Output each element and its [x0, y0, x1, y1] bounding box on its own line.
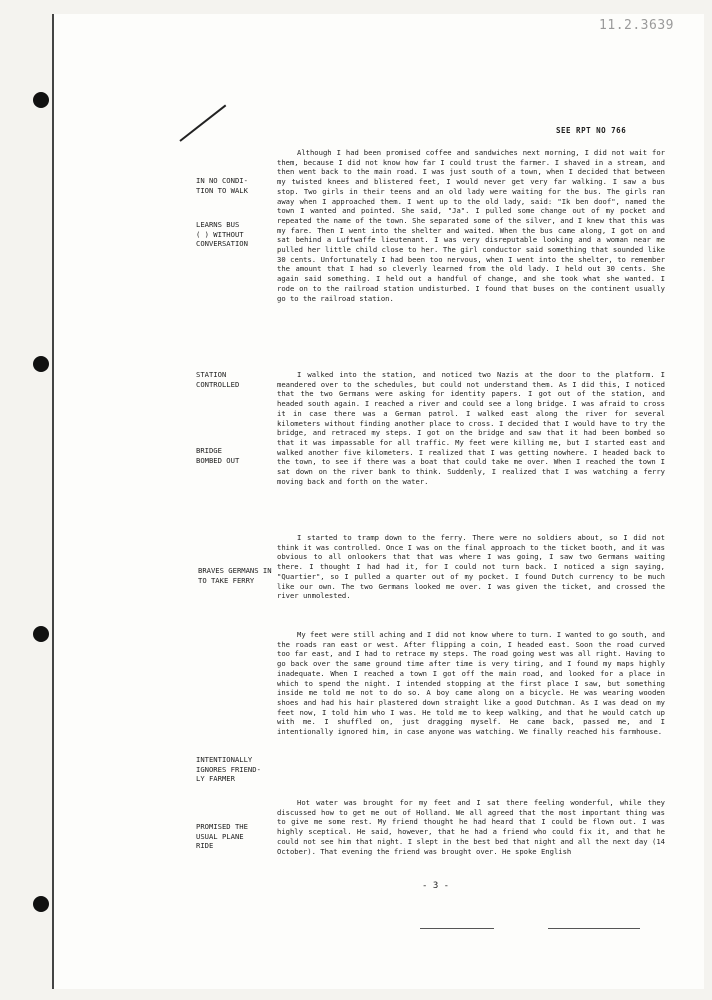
body-paragraph: My feet were still aching and I did not know where to turn. I wanted to go south, and the roads ran east or west. After flipping a coin, I headed east. Soon the road curved too far east, and I had to retrace my steps. The road going west was all right. Having to go back over the same ground time after time is very tiring, and I found my maps highly inadequate. When I reached a town I got off the main road, and looked for a place in which to spend the night. I intended stopping at the first place I saw, but something inside me told me not to do so. A boy came along on a bicycle. He was wearing wooden shoes and had his hair plastered down straight like a good Dutchman. As I was dead on my feet now, I told him who I was. He told me to keep walking, and that he would catch up with me. I shuffled on, just dragging myself. He came back, passed me, and I intentionally ignored him, in case anyone was watching. We finally reached his farmhouse.: [277, 630, 665, 737]
side-note: BRIDGE BOMBED OUT: [196, 446, 240, 465]
body-paragraph: I walked into the station, and noticed two Nazis at the door to the platform. I meandered over to the schedules, but could not understand them. As I did this, I noticed that the two Germans were asking for identity papers. I got out of the station, and headed south again. I reached a river and could see a long bridge. I was afraid to cross it in case there was a German patrol. I walked east along the river for several kilometers without finding another place to cross. I decided that I would have to try the bridge, and retraced my steps. I got on the bridge and saw that it had been bombed so that it was impassable for all traffic. My feet were killing me, but I started east and walked another five kilometers. I realized that I was getting nowhere. I headed back to the town, to see if there was a boat that could take me over. When I reached the town I sat down on the river bank to think. Suddenly, I realized that I was watching a ferry moving back and forth on the water.: [277, 370, 665, 486]
report-header: SEE RPT NO 766: [556, 126, 627, 135]
body-paragraph: I started to tramp down to the ferry. There were no soldiers about, so I did not think it was controlled. Once I was on the final approach to the ticket booth, and it was obvious to all onlookers that that was where I was going, I saw two Germans waiting there. I thought I had had it, for I could not turn back. I noticed a sign saying, "Quartier", so I pulled a quarter out of my pocket. I found Dutch currency to be much like our own. The two Germans looked me over. I was given the ticket, and crossed the river unmolested.: [277, 533, 665, 601]
side-note: IN NO CONDI- TION TO WALK: [196, 176, 248, 195]
side-note: BRAVES GERMANS IN TO TAKE FERRY: [198, 566, 272, 585]
footer-rule: [420, 928, 494, 929]
page-number: - 3 -: [422, 881, 450, 891]
body-paragraph: Hot water was brought for my feet and I sat there feeling wonderful, while they discussed how to get me out of Holland. We all agreed that the most important thing was to give me some rest. My friend thought he had heard that I could be flown out. I was highly sceptical. He said, however, that he had a friend who could fix it, and that he could not see him that night. I slept in the best bed that night and all the next day (14 October). That evening the friend was brought over. He spoke English: [277, 798, 665, 856]
binder-hole: [33, 356, 49, 372]
side-note: INTENTIONALLY IGNORES FRIEND- LY FARMER: [196, 755, 261, 783]
archive-reference: 11.2.3639: [599, 18, 674, 33]
side-note: STATION CONTROLLED: [196, 370, 240, 389]
binder-hole: [33, 92, 49, 108]
binder-hole: [33, 896, 49, 912]
footer-rule: [548, 928, 640, 929]
side-note: PROMISED THE USUAL PLANE RIDE: [196, 822, 248, 850]
body-paragraph: Although I had been promised coffee and sandwiches next morning, I did not wait for them, because I did not know how far I could trust the farmer. I shaved in a stream, and then went back to the main road. I was just south of a town, when I decided that between my twisted knees and blistered feet, I would never get very far walking. I saw a bus stop. Two girls in their teens and an old lady were waiting for the bus. The girls ran away when I approached them. I went up to the old lady, said: "Ik ben doof", named the town I wanted and pointed. She said, "Ja". I pulled some change out of my pocket and repeated the name of the town. She separated some of the silver, and I knew that this was my fare. Then I went into the shelter and waited. When the bus came along, I got on and sat behind a Luftwaffe lieutenant. I was very disreputable looking and a woman near me pulled her little child close to her. The girl conductor said something that sounded like 30 cents. Unfortunately I had been too nervous, when I went into the shelter, to remember the amount that I had so cleverly learned from the old lady. I held out 30 cents. She again said something. I held out a handful of change, and she took what she wanted. I rode on to the railroad station undisturbed. I found that buses on the continent usually go to the railroad station.: [277, 148, 665, 303]
binder-hole: [33, 626, 49, 642]
side-note: LEARNS BUS ( ) WITHOUT CONVERSATION: [196, 220, 248, 248]
